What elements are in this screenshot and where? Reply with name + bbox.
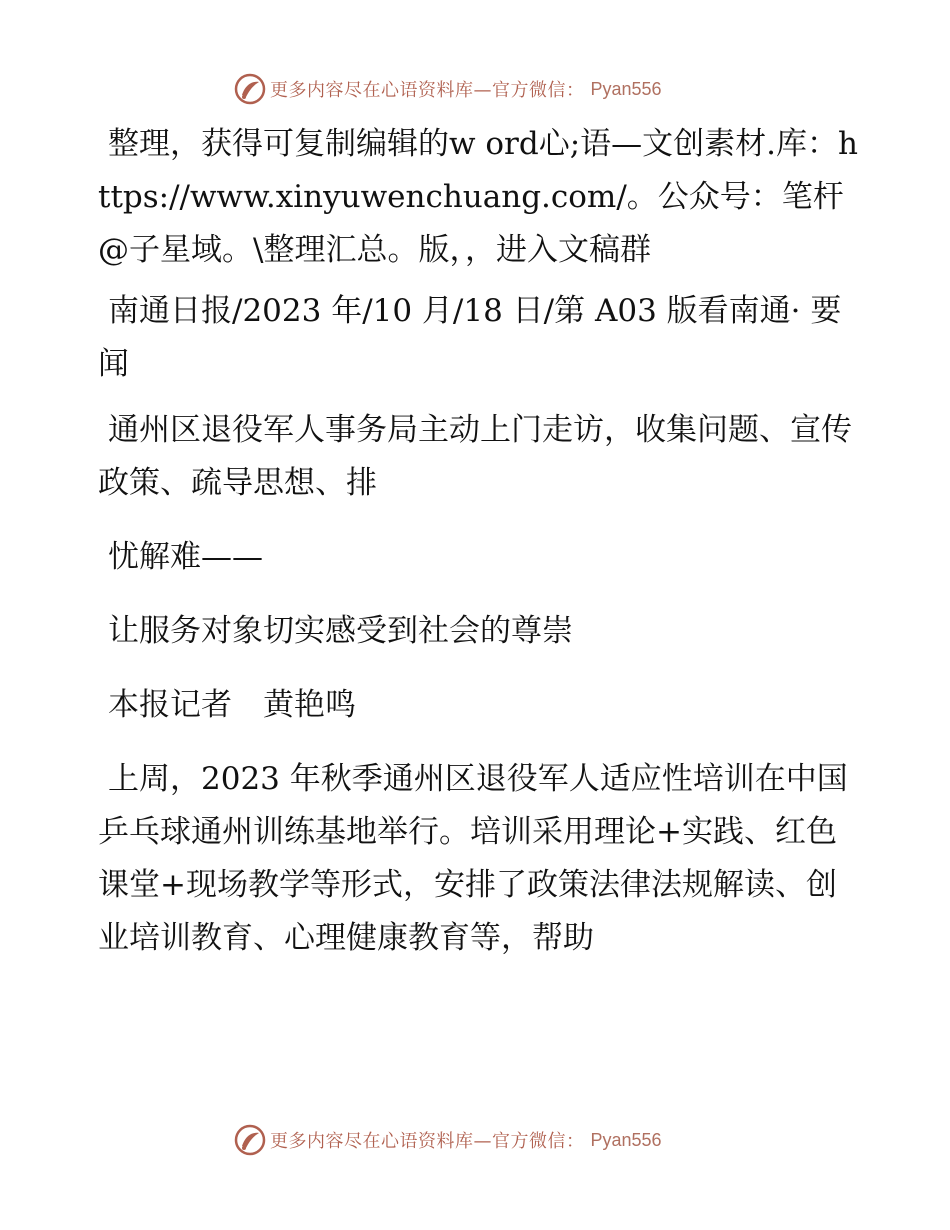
paragraph-headline-cont: 忧解难—— [108,539,263,575]
header-watermark [234,72,714,106]
footer-watermark [234,1123,714,1157]
logo-icon [234,1124,266,1156]
paragraph-subtitle: 让服务对象切实感受到社会的尊崇 [108,613,573,649]
paragraph-body: 上周，2023 年秋季通州区退役军人适应性培训在中国乒乓球通州训练基地举行。培训采用理论+实践、红色课堂+现场教学等形式，安排了政策法律法规解读、创业培训教育、心理健康教育等，帮助 [98,761,848,956]
paragraph-byline: 本报记者 黄艳鸣 [108,687,356,723]
watermark-wechat-id: Pyan556 [590,78,662,99]
logo-icon [234,73,266,105]
watermark-wechat-id: Pyan556 [590,1129,662,1150]
watermark-text: 更多内容尽在心语资料库—官方微信： [270,80,585,101]
paragraph-headline: 通州区退役军人事务局主动上门走访，收集问题、宣传政策、疏导思想、排 [98,412,852,501]
paragraph-source: 南通日报/2023 年/10 月/18 日/第 A03 版看南通· 要闻 [98,293,842,382]
document-body [98,118,858,965]
paragraph-intro: 整理，获得可复制编辑的w ord心;语—文创素材.库：https://www.xinyuwenchuang.com/。公众号：笔杆@子星域。\整理汇总。版，，进入文稿群 [98,126,858,268]
watermark-text: 更多内容尽在心语资料库—官方微信： [270,1131,585,1152]
